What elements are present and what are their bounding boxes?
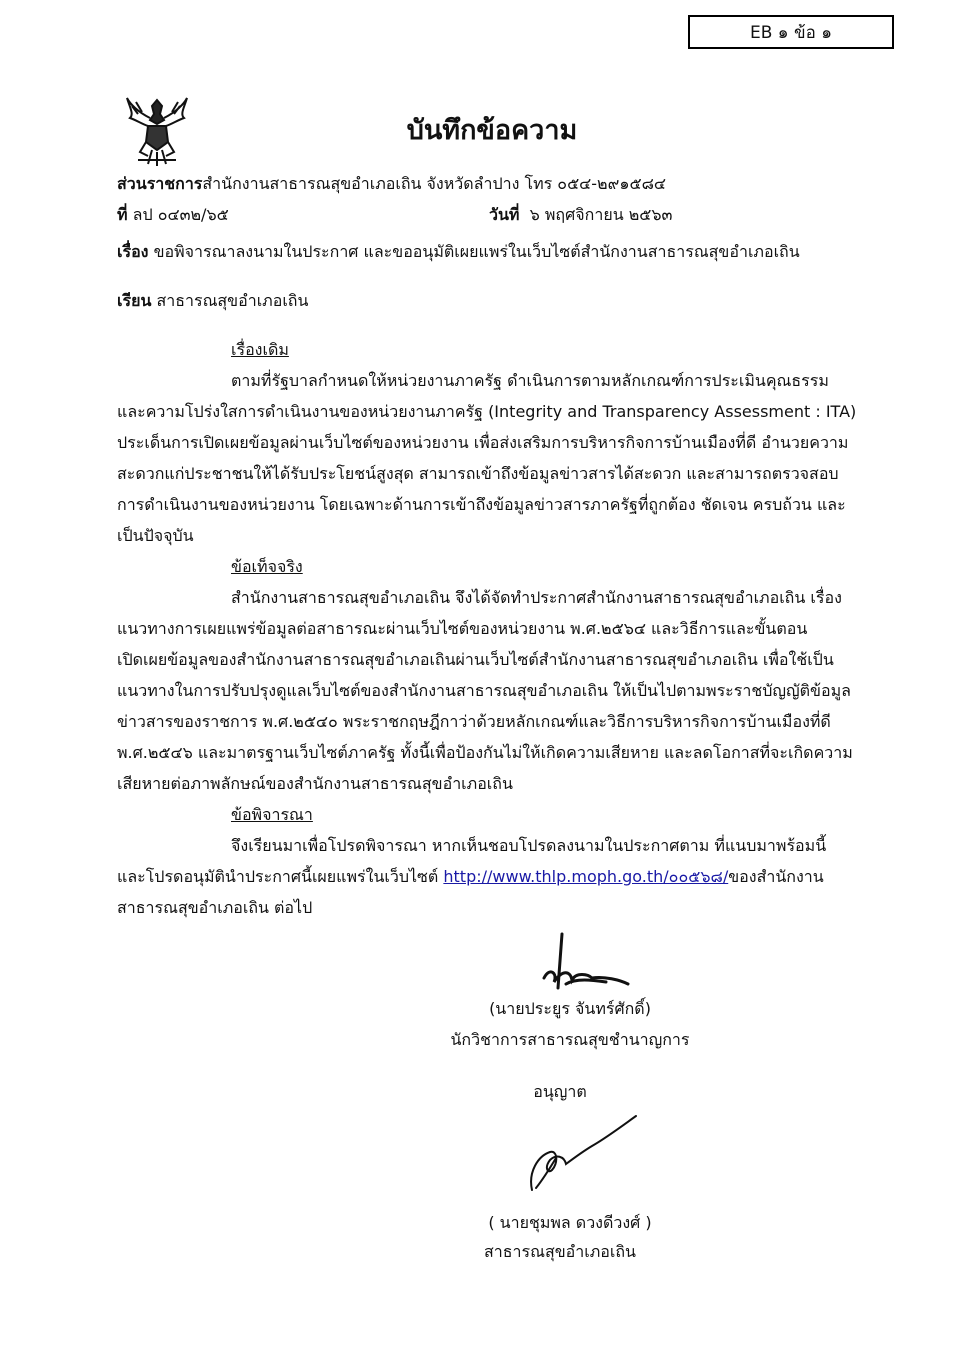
subject-value: ขอพิจารณาลงนามในประกาศ และขออนุมัติเผยแพร่ในเว็บไซต์สำนักงานสาธารณสุขอำเภอเถิน	[153, 242, 800, 261]
background-line-3: ประเด็นการเปิดเผยข้อมูลผ่านเว็บไซต์ของหน่วยงาน เพื่อส่งเสริมการบริหารกิจการบ้านเมืองที่ดี อำนวยความ	[117, 433, 849, 452]
subject-line	[117, 240, 800, 265]
facts-line-1: สำนักงานสาธารณสุขอำเภอเถิน จึงได้จัดทำประกาศสำนักงานสาธารณสุขอำเภอเถิน เรื่อง	[231, 588, 842, 607]
doc-number-value: ลป ๐๔๓๒/๖๕	[132, 205, 229, 224]
to-value: สาธารณสุขอำเภอเถิน	[156, 291, 309, 310]
facts-line-6: พ.ศ.๒๕๔๖ และมาตรฐานเว็บไซต์ภาครัฐ ทั้งนี้เพื่อป้องกันไม่ให้เกิดความเสียหาย และลดโอกาสที่จะเกิดความ	[117, 743, 853, 762]
facts-line-4: แนวทางในการปรับปรุงดูแลเว็บไซต์ของสำนักงานสาธารณสุขอำเภอเถิน ให้เป็นไปตามพระราชบัญญัติข้อมูล	[117, 681, 851, 700]
agency-value: สำนักงานสาธารณสุขอำเภอเถิน จังหวัดลำปาง โทร ๐๕๔-๒๙๑๕๘๔	[202, 174, 667, 193]
background-line-6: เป็นปัจจุบัน	[117, 526, 194, 545]
date-label: วันที่	[489, 205, 520, 224]
background-heading: เรื่องเดิม	[231, 340, 289, 359]
consider-line-3: สาธารณสุขอำเภอเถิน ต่อไป	[117, 898, 313, 917]
background-line-2: และความโปร่งใสการดำเนินงานของหน่วยงานภาครัฐ (Integrity and Transparency Assessment : ITA)	[117, 402, 857, 421]
consider-line-1: จึงเรียนมาเพื่อโปรดพิจารณา หากเห็นชอบโปรดลงนามในประกาศตาม ที่แนบมาพร้อมนี้	[231, 836, 827, 855]
facts-line-3: เปิดเผยข้อมูลของสำนักงานสาธารณสุขอำเภอเถินผ่านเว็บไซต์สำนักงานสาธารณสุขอำเภอเถิน เพื่อใช้เป็น	[117, 650, 834, 669]
consider-line-2-post: ของสำนักงาน	[728, 867, 824, 886]
signer-2-name: ( นายชุมพล ดวงดีวงศ์ )	[488, 1213, 652, 1232]
signer-1-position: นักวิชาการสาธารณสุขชำนาญการ	[450, 1030, 690, 1049]
background-line-4: สะดวกแก่ประชาชนให้ได้รับประโยชน์สูงสุด สามารถเข้าถึงข้อมูลข่าวสารได้สะดวก และสามารถตรวจสอบ	[117, 464, 839, 483]
signer-1-name: (นายประยูร จันทร์ศักดิ์)	[489, 999, 651, 1018]
signature-2	[522, 1112, 642, 1194]
facts-line-7: เสียหายต่อภาพลักษณ์ของสำนักงานสาธารณสุขอำเภอเถิน	[117, 774, 513, 793]
doc-number-line	[117, 203, 229, 228]
consider-line-2-pre: และโปรดอนุมัตินำประกาศนี้เผยแพร่ในเว็บไซต์	[117, 867, 444, 886]
signature-1	[536, 930, 632, 994]
website-link[interactable]: http://www.thlp.moph.go.th/๐๐๕๖๘/	[443, 867, 729, 886]
doc-number-label: ที่	[117, 205, 128, 224]
facts-line-5: ข่าวสารของราชการ พ.ศ.๒๕๔๐ พระราชกฤษฎีกาว่าด้วยหลักเกณฑ์และวิธีการบริหารกิจการบ้านเมืองที่ดี	[117, 712, 831, 731]
date-value: ๖ พฤศจิกายน ๒๕๖๓	[529, 205, 673, 224]
agency-line	[117, 172, 666, 197]
to-label: เรียน	[117, 291, 152, 310]
signer-2-position: สาธารณสุขอำเภอเถิน	[484, 1242, 636, 1261]
memo-title: บันทึกข้อความ	[406, 115, 578, 146]
background-line-1: ตามที่รัฐบาลกำหนดให้หน่วยงานภาครัฐ ดำเนินการตามหลักเกณฑ์การประเมินคุณธรรม	[231, 371, 829, 390]
facts-line-2: แนวทางการเผยแพร่ข้อมูลต่อสาธารณะผ่านเว็บไซต์ของหน่วยงาน พ.ศ.๒๕๖๔ และวิธีการและขั้นตอน	[117, 619, 808, 638]
date-line	[489, 203, 672, 228]
approval-text: อนุญาต	[533, 1082, 587, 1101]
agency-label: ส่วนราชการ	[117, 174, 203, 193]
background-line-5: การดำเนินงานของหน่วยงาน โดยเฉพาะด้านการเข้าถึงข้อมูลข่าวสารภาครัฐที่ถูกต้อง ชัดเจน ครบถ้วน และ	[117, 495, 846, 514]
facts-heading: ข้อเท็จจริง	[231, 557, 303, 576]
subject-label: เรื่อง	[117, 242, 149, 261]
to-line	[117, 289, 308, 314]
consider-line-2	[117, 861, 824, 892]
consider-heading: ข้อพิจารณา	[231, 805, 313, 824]
document-code-box: EB ๑ ข้อ ๑	[688, 15, 894, 49]
